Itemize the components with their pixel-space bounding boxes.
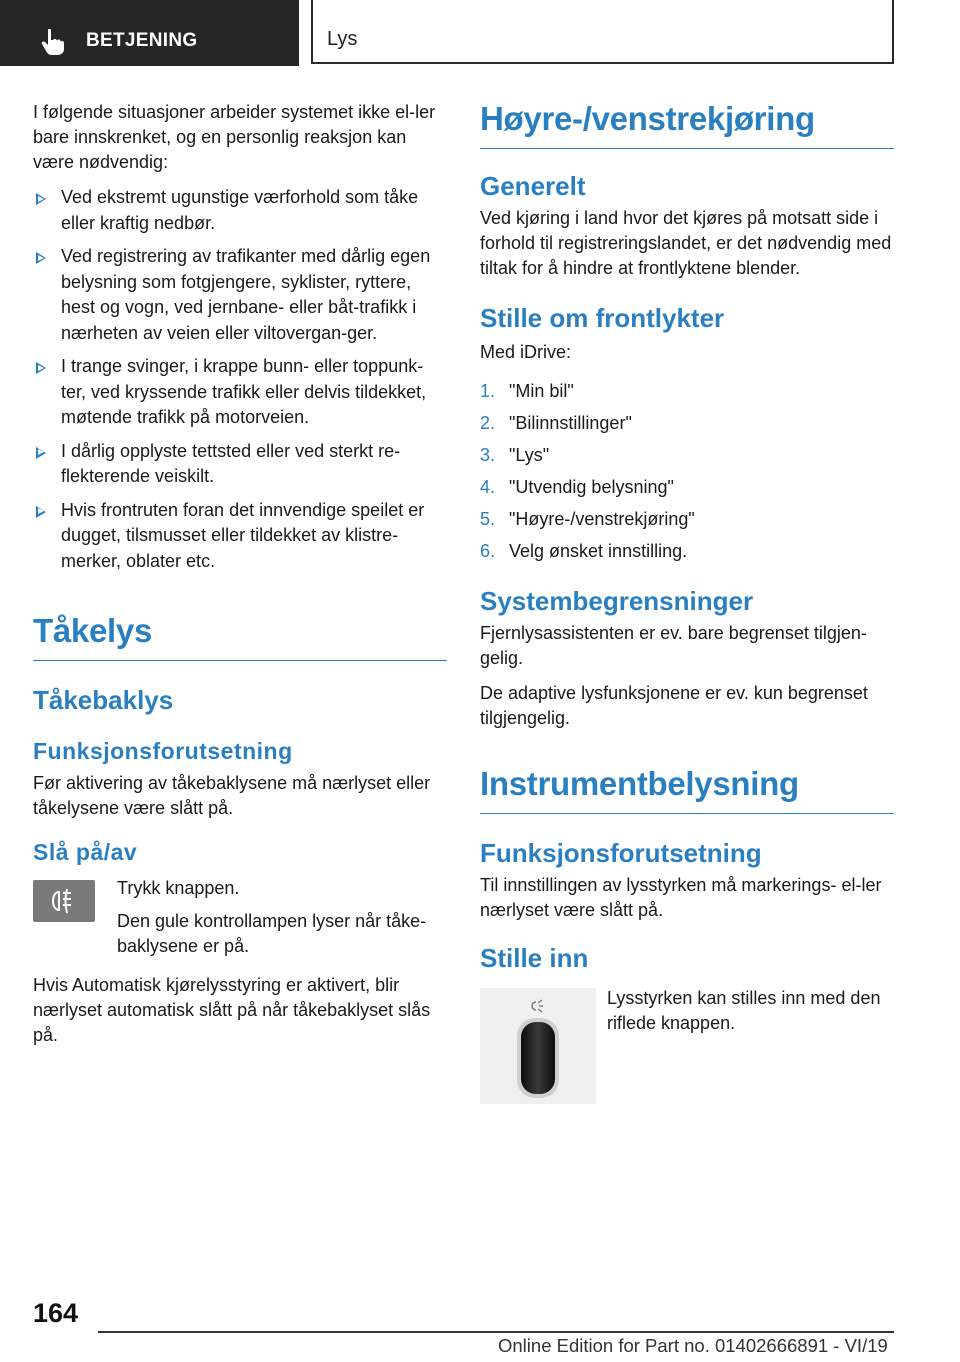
- triangle-bullet-icon: [36, 447, 46, 459]
- triangle-bullet-icon: [36, 252, 46, 264]
- fog-condition-heading: Funksjonsforutsetning: [33, 738, 293, 764]
- fog-onoff-heading: Slå på/av: [33, 839, 138, 865]
- section-label: BETJENING: [86, 30, 198, 51]
- topic-label: Lys: [327, 28, 358, 50]
- dimmer-block: [480, 986, 894, 1106]
- dimmer-wheel-image[interactable]: [480, 988, 596, 1104]
- list-item: Ved ekstremt ugunstige værforhold som tåke eller kraftig nedbør.: [33, 185, 447, 236]
- edition-note: Online Edition for Part no. 01402666891 - VI/19: [498, 1335, 888, 1356]
- topic-box: [311, 0, 894, 64]
- instrument-condition-text: Til innstillingen av lysstyrken må markerings- el-ler nærlyset være slått på.: [480, 875, 882, 920]
- dimmer-text: Lysstyrken kan stilles inn med den riflede knappen.: [607, 988, 881, 1033]
- fog-lights-title: Tåkelys: [33, 612, 447, 661]
- pointing-hand-icon: [40, 28, 66, 56]
- general-text: Ved kjøring i land hvor det kjøres på motsatt side i forhold til registreringslandet, er det nødvendig med tiltak for å hindre at frontlyktene blender.: [480, 208, 892, 278]
- triangle-bullet-icon: [36, 506, 46, 518]
- lamp-note: Den gule kontrollampen lyser når tåke-baklysene er på.: [117, 911, 427, 956]
- list-item: I dårlig opplyste tettsted eller ved sterkt re-flekterende veiskilt.: [33, 439, 447, 490]
- page-header: [0, 0, 960, 66]
- instrument-lighting-title: Instrumentbelysning: [480, 765, 894, 814]
- limits-text-2: De adaptive lysfunksjonene er ev. kun begrenset tilgjengelig.: [480, 683, 868, 728]
- intro-paragraph: I følgende situasjoner arbeider systemet ikke el-ler bare innskrenket, og en personlig reaksjon kan være nødvendig:: [33, 102, 436, 172]
- setting-heading: Stille inn: [480, 943, 589, 973]
- rear-fog-subtitle: Tåkebaklys: [33, 685, 174, 715]
- fog-button-block: [33, 876, 447, 959]
- list-item: Hvis frontruten foran det innvendige speilet er dugget, tilsmusset eller tildekket av klistre-merker, oblater etc.: [33, 498, 447, 575]
- system-limits-heading: Systembegrensninger: [480, 586, 754, 616]
- triangle-bullet-icon: [36, 193, 46, 205]
- limitation-list: [33, 185, 447, 574]
- step-item: 1. "Min bil": [480, 381, 574, 401]
- list-item: I trange svinger, i krappe bunn- eller toppunk-ter, ved kryssende trafikk eller delvis tildekket, møtende trafikk på motorveien.: [33, 354, 447, 431]
- rear-fog-light-icon: [33, 880, 95, 922]
- section-tab[interactable]: [0, 0, 299, 66]
- idrive-steps: [480, 379, 894, 564]
- step-item: 4. "Utvendig belysning": [480, 477, 674, 497]
- rear-fog-button[interactable]: [33, 880, 95, 922]
- step-item: 5. "Høyre-/venstrekjøring": [480, 509, 695, 529]
- instrument-condition-heading: Funksjonsforutsetning: [480, 838, 762, 868]
- dimmer-wheel-icon: [480, 988, 596, 1104]
- left-column: [33, 100, 447, 1058]
- left-right-driving-title: Høyre-/venstrekjøring: [480, 100, 894, 149]
- limits-text-1: Fjernlysassistenten er ev. bare begrenset tilgjen-gelig.: [480, 623, 867, 668]
- fog-condition-text: Før aktivering av tåkebaklysene må nærlyset eller tåkelysene være slått på.: [33, 773, 431, 818]
- press-instruction: Trykk knappen.: [117, 878, 240, 898]
- right-column: [480, 100, 894, 1106]
- step-item: 6. Velg ønsket innstilling.: [480, 541, 688, 561]
- general-heading: Generelt: [480, 171, 586, 201]
- list-item: Ved registrering av trafikanter med dårlig egen belysning som fotgjengere, syklister, ryttere, hest og vogn, ved jernbane- eller båt-trafikk i nærheten av veien eller viltovergan-ger.: [33, 244, 447, 346]
- step-item: 2. "Bilinnstillinger": [480, 413, 632, 433]
- step-item: 3. "Lys": [480, 445, 550, 465]
- auto-headlight-note: Hvis Automatisk kjørelysstyring er aktivert, blir nærlyset automatisk slått på når tåkebaklyset slås på.: [33, 975, 431, 1045]
- triangle-bullet-icon: [36, 362, 46, 374]
- footer-rule: [98, 1331, 894, 1333]
- adjust-headlights-heading: Stille om frontlykter: [480, 303, 725, 333]
- page-number: 164: [33, 1298, 79, 1328]
- idrive-intro: Med iDrive:: [480, 342, 572, 362]
